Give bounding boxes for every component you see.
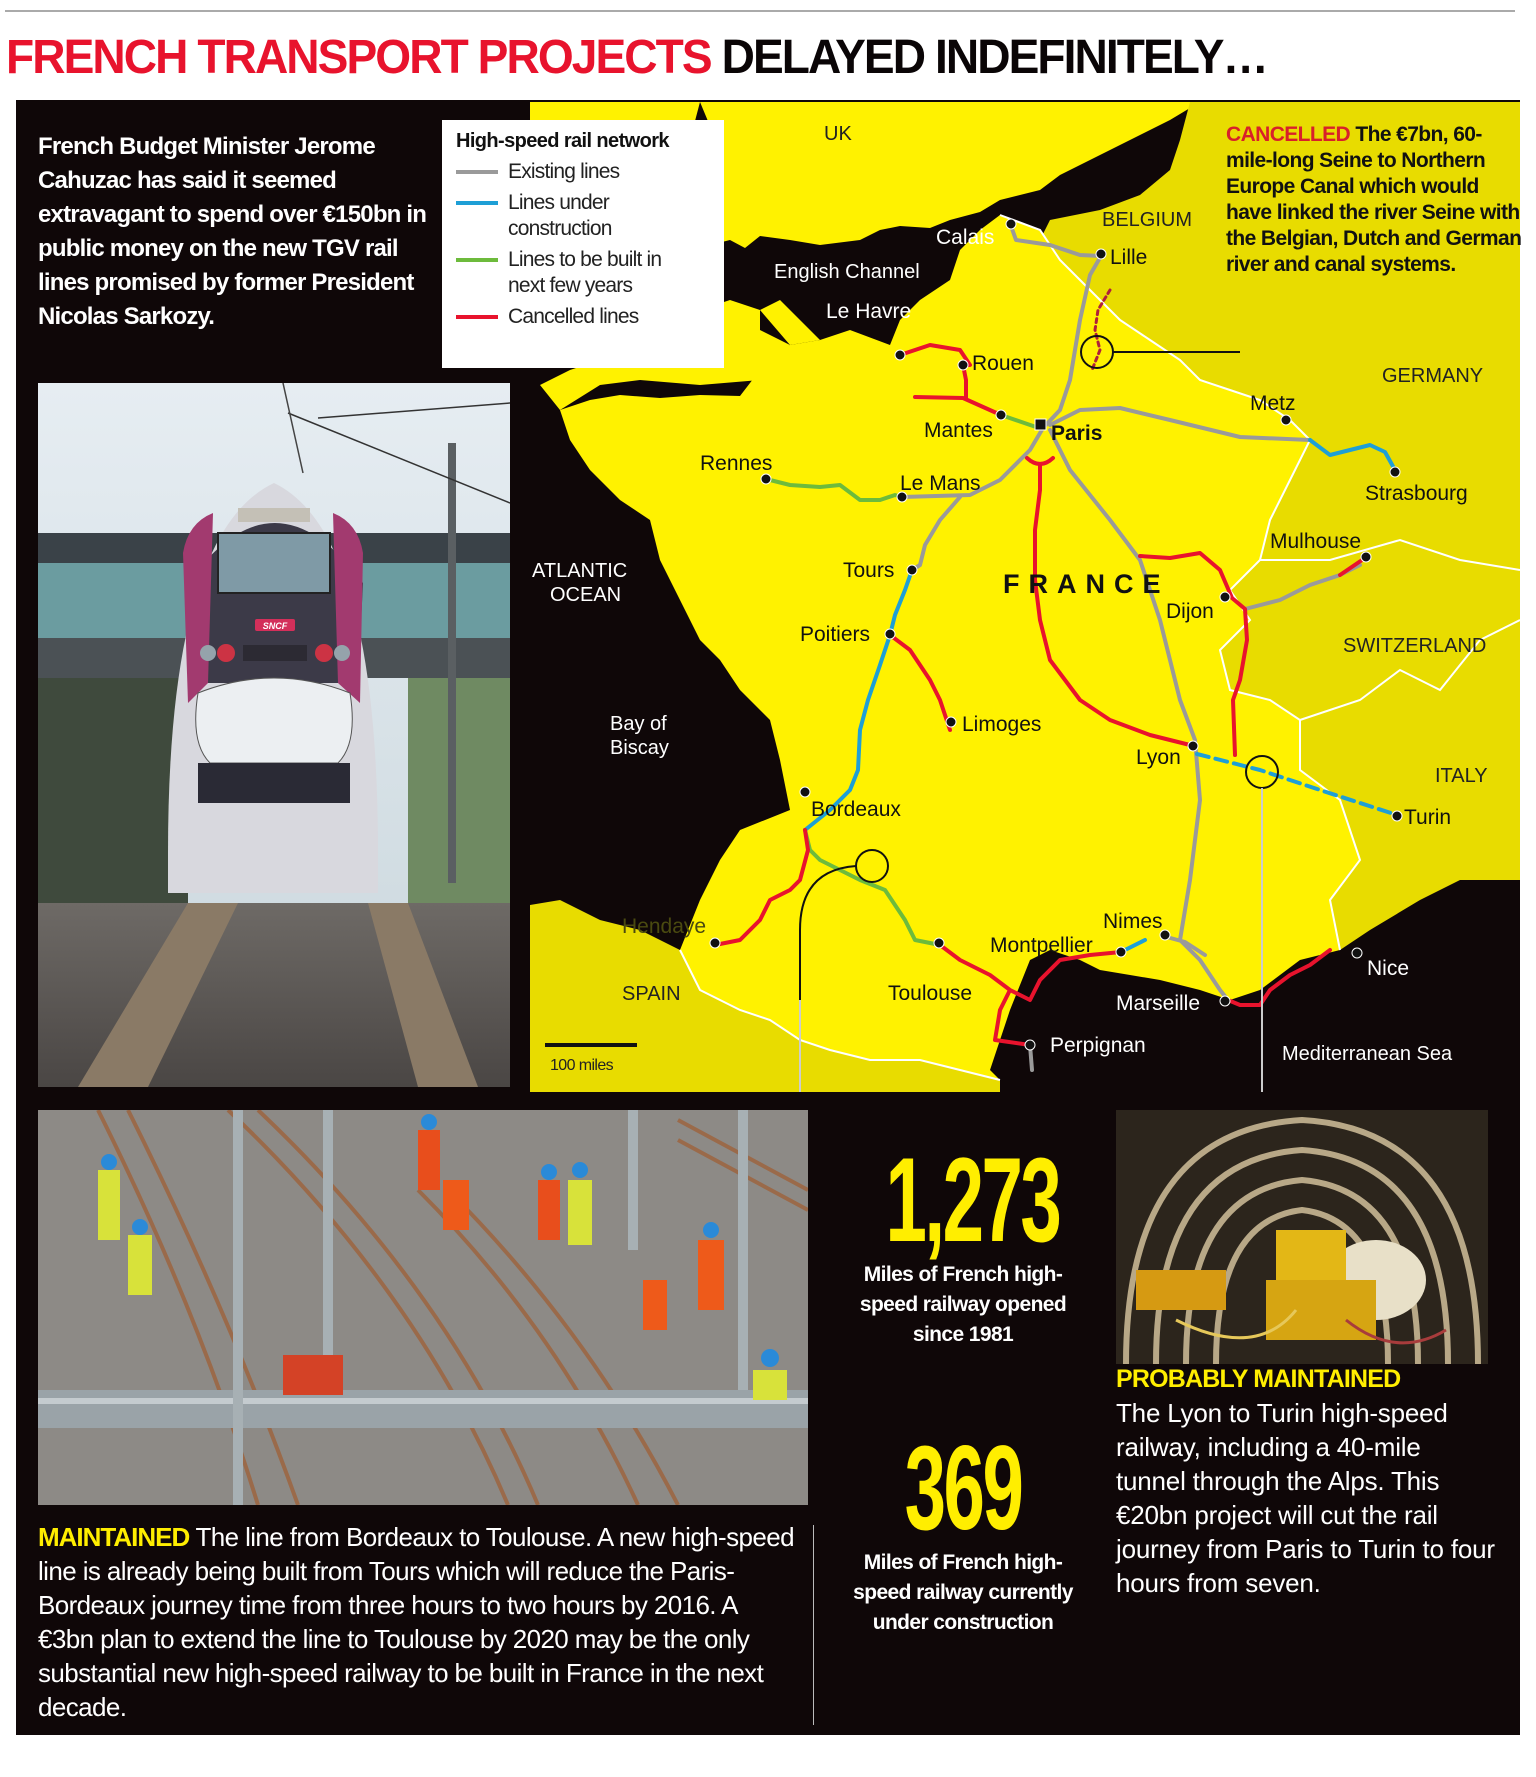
- stat-construction: [838, 1421, 1088, 1638]
- label-city-lemans: Le Mans: [900, 472, 981, 495]
- label-city-mulhouse: Mulhouse: [1270, 530, 1362, 553]
- legend-item-planned: [456, 247, 710, 299]
- label-city-hendaye: Hendaye: [622, 915, 707, 938]
- label-sea-atlantic: ATLANTIC OCEAN: [532, 560, 628, 606]
- marker-rennes: [761, 474, 771, 484]
- label-country-italy: ITALY: [1435, 765, 1488, 787]
- stat-opened: [838, 1133, 1088, 1350]
- label-country-uk: UK: [824, 123, 852, 145]
- cancelled-text: The €7bn, 60-mile-long Seine to Northern Europe Canal which would have linked the river Seine with the Belgian, Dutch and German river and canal systems.: [1226, 123, 1522, 276]
- label-city-poitiers: Poitiers: [800, 623, 871, 646]
- intro-paragraph: French Budget Minister Jerome Cahuzac has said it seemed extravagant to spend over €150bn in public money on the new TGV rail lines promised by former President Nicolas Sarkozy.: [38, 133, 427, 330]
- label-city-paris: Paris: [1051, 422, 1103, 445]
- marker-calais: [1006, 219, 1016, 229]
- maintained-note: [38, 1520, 798, 1724]
- sncf-badge: SNCF: [262, 621, 288, 631]
- scale-label: 100 miles: [550, 1057, 614, 1074]
- stat-construction-value: 369: [904, 1421, 1022, 1555]
- maintained-text: The line from Bordeaux to Toulouse. A new high-speed line is already being built from Tours which will reduce the Paris-Bordeaux journey time from three hours to two hours by 2016. A €3bn plan to extend the line to Toulouse by 2020 may be the only substantial new high-speed railway to be built in France in the next decade.: [38, 1522, 794, 1722]
- label-city-mantes: Mantes: [924, 419, 993, 442]
- marker-poitiers: [885, 629, 895, 639]
- marker-nice: [1352, 948, 1362, 958]
- marker-hendaye: [710, 938, 720, 948]
- legend-label: Existing lines: [508, 160, 620, 183]
- marker-bordeaux: [800, 787, 810, 797]
- cancelled-canal-note: [1226, 122, 1526, 278]
- label-city-strasbourg: Strasbourg: [1365, 482, 1468, 505]
- legend-swatch-construction: [456, 201, 498, 205]
- legend-swatch-planned: [456, 258, 498, 262]
- label-sea-mediterranean: Mediterranean Sea: [1282, 1043, 1453, 1065]
- label-country-germany: GERMANY: [1382, 365, 1484, 387]
- probably-maintained-note: [1116, 1362, 1496, 1600]
- legend-label: Lines to be built in next few years: [508, 248, 662, 297]
- legend-swatch-existing: [456, 170, 498, 174]
- label-city-dijon: Dijon: [1166, 600, 1214, 623]
- marker-lehavre: [895, 350, 905, 360]
- marker-toulouse: [934, 938, 944, 948]
- label-city-lyon: Lyon: [1136, 746, 1181, 769]
- label-city-nice: Nice: [1367, 957, 1410, 980]
- label-city-montpellier: Montpellier: [990, 934, 1093, 957]
- marker-strasbourg: [1390, 467, 1400, 477]
- marker-rouen: [958, 360, 968, 370]
- track-workers-illustration: [38, 1110, 808, 1505]
- marker-mulhouse: [1361, 552, 1371, 562]
- tgv-train-illustration: [38, 383, 510, 1087]
- label-city-toulouse: Toulouse: [888, 982, 973, 1005]
- tgv-train-photo: [38, 383, 510, 1087]
- label-city-metz: Metz: [1250, 392, 1296, 415]
- legend-label: Cancelled lines: [508, 305, 639, 328]
- label-sea-atlantic-line2: OCEAN: [550, 584, 622, 606]
- legend-item-cancelled: [456, 304, 710, 330]
- stat-opened-value: 1,273: [885, 1133, 1060, 1267]
- label-city-lehavre: Le Havre: [826, 300, 912, 323]
- label-country-switzerland: SWITZERLAND: [1343, 635, 1487, 657]
- marker-dijon: [1220, 592, 1230, 602]
- stat-construction-label: Miles of French high-speed railway currently under construction: [853, 1551, 1073, 1634]
- label-city-turin: Turin: [1404, 806, 1452, 829]
- label-country-france: FRANCE: [1003, 569, 1170, 599]
- marker-limoges: [946, 717, 956, 727]
- headline-rest: DELAYED INDEFINITELY…: [721, 31, 1267, 84]
- label-city-rennes: Rennes: [700, 452, 773, 475]
- probably-maintained-text: The Lyon to Turin high-speed railway, including a 40-mile tunnel through the Alps. This €20bn project will cut the rail journey from Paris to Turin to four hours from seven.: [1116, 1398, 1495, 1598]
- label-city-calais: Calais: [936, 226, 995, 249]
- track-workers-photo: [38, 1110, 808, 1505]
- label-city-marseille: Marseille: [1116, 992, 1201, 1015]
- label-city-nimes: Nimes: [1103, 910, 1163, 933]
- label-city-tours: Tours: [843, 559, 895, 582]
- label-city-rouen: Rouen: [972, 352, 1034, 375]
- headline: [6, 28, 1267, 88]
- cancelled-tag: CANCELLED: [1226, 123, 1351, 146]
- label-city-limoges: Limoges: [962, 713, 1042, 736]
- marker-montpellier: [1116, 947, 1126, 957]
- legend-item-construction: [456, 190, 710, 242]
- alpine-tunnel-photo: [1116, 1110, 1488, 1364]
- stat-opened-label: Miles of French high-speed railway opened since 1981: [859, 1263, 1067, 1346]
- legend-swatch-cancelled: [456, 315, 498, 319]
- legend-label: Lines under construction: [508, 191, 612, 240]
- marker-marseille: [1220, 996, 1230, 1006]
- label-country-belgium: BELGIUM: [1102, 209, 1193, 231]
- headline-highlight: FRENCH TRANSPORT PROJECTS: [6, 31, 711, 84]
- marker-perpignan: [1025, 1040, 1035, 1050]
- top-rule: [5, 10, 1515, 12]
- tunnel-illustration: [1116, 1110, 1488, 1364]
- marker-tours: [907, 565, 917, 575]
- legend-item-existing: [456, 159, 710, 185]
- label-city-lille: Lille: [1110, 246, 1148, 269]
- scale-bar: [545, 1043, 637, 1047]
- label-sea-biscay: Bay of Biscay: [610, 713, 669, 759]
- marker-lyon: [1188, 741, 1198, 751]
- label-city-bordeaux: Bordeaux: [811, 798, 901, 821]
- legend: [442, 120, 724, 368]
- legend-title: High-speed rail network: [456, 130, 669, 152]
- marker-metz: [1281, 415, 1291, 425]
- label-country-spain: SPAIN: [622, 983, 681, 1005]
- maintained-tag: MAINTAINED: [38, 1522, 190, 1552]
- marker-paris: [1035, 419, 1046, 430]
- marker-mantes: [996, 410, 1006, 420]
- probably-maintained-tag: PROBABLY MAINTAINED: [1116, 1365, 1401, 1393]
- marker-turin: [1392, 811, 1402, 821]
- label-sea-english-channel: English Channel: [774, 261, 920, 283]
- label-city-perpignan: Perpignan: [1050, 1034, 1146, 1057]
- marker-lille: [1096, 249, 1106, 259]
- column-separator: [813, 1525, 814, 1725]
